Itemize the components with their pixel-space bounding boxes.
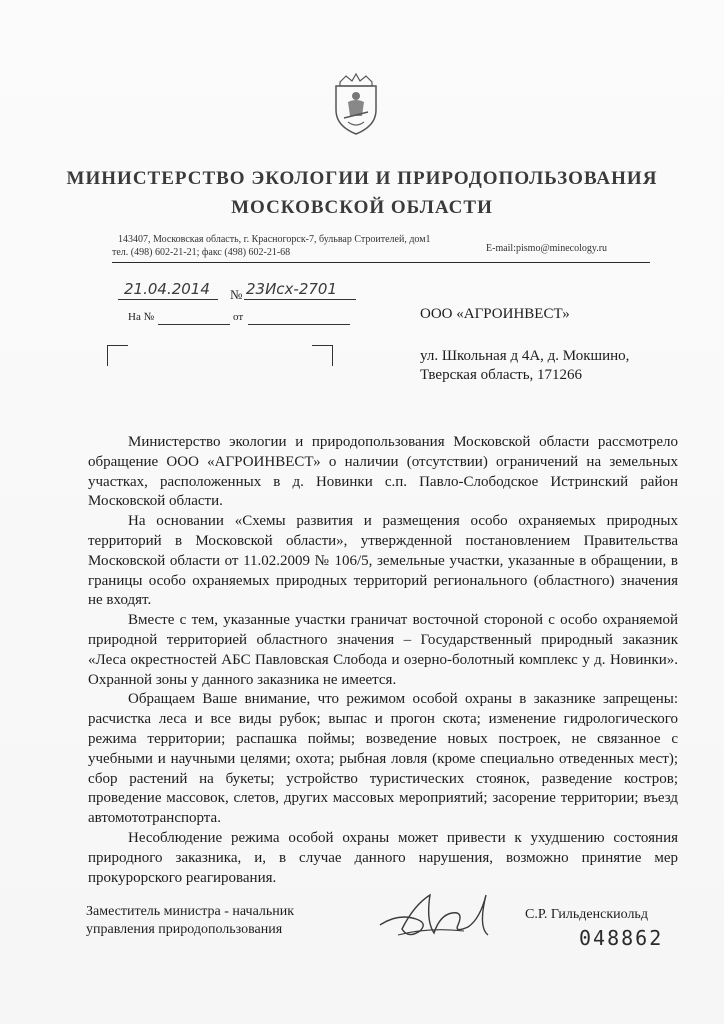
outgoing-number-label: №: [230, 287, 243, 302]
ministry-address: 143407, Московская область, г. Красногорск-7, бульвар Строителей, дом1: [118, 234, 431, 245]
recipient-address-line2: Тверская область, 171266: [420, 367, 583, 383]
signatory-name: С.Р. Гильденскиольд: [525, 907, 648, 922]
document-serial-number: 048862: [579, 926, 664, 950]
ministry-phone-fax: тел. (498) 602-21-21; факс (498) 602-21-68: [112, 247, 291, 258]
recipient-address-line1: ул. Школьная д 4А, д. Мокшино,: [420, 348, 630, 364]
address-field-corner-right: [312, 345, 333, 366]
outgoing-number: 23Исх-2701: [246, 280, 338, 298]
reference-from-label: от: [233, 311, 244, 323]
signatory-department: управления природопользования: [86, 922, 283, 937]
ministry-region: МОСКОВСКОЙ ОБЛАСТИ: [231, 197, 493, 218]
body-paragraph: Несоблюдение режима особой охраны может привести к ухудшению состояния природного заказника, и, в случае данного нарушения, возможно принятие мер прокурорского реагирования.: [88, 829, 678, 886]
number-underline: [244, 299, 356, 300]
header-divider: [112, 262, 650, 263]
letter-body: [88, 433, 678, 888]
coat-of-arms-icon: [330, 72, 382, 136]
reference-from-line: [248, 324, 350, 325]
date-underline: [118, 299, 218, 300]
reference-number-line: [158, 324, 230, 325]
handwritten-signature: [368, 875, 508, 955]
body-paragraph: На основании «Схемы развития и размещения особо охраняемых природных территорий в Московской области», утвержденной постановлением Правительства Московской области от 11.02.2009 № 106/5, земельные участки, указанные в обращении, в границы особо охраняемых природных территорий регионального (областного) значения не входят.: [88, 513, 678, 609]
signatory-position: Заместитель министра - начальник: [86, 904, 295, 919]
outgoing-date: 21.04.2014: [124, 280, 210, 298]
recipient-name: ООО «АГРОИНВЕСТ»: [420, 306, 570, 322]
ministry-email: E-mail:pismo@mineсology.ru: [486, 243, 608, 254]
body-paragraph: Вместе с тем, указанные участки граничат восточной стороной с особо охраняемой природной территорией областного значения – Государственный природный заказник «Леса окрестностей АБС Павловская Слобода и озерно-болотный комплекс у д. Новинки». Охранной зоны у данного заказника не имеется.: [88, 612, 678, 688]
body-paragraph: Министерство экологии и природопользования Московской области рассмотрело обращение ООО «АГРОИНВЕСТ» о наличии (отсутствии) ограничений на земельных участках, расположенных в д. Новинки с.п. Павло-Слободское Истринский район Московской области.: [88, 434, 678, 510]
reference-number-label: На №: [128, 311, 155, 323]
ministry-title: МИНИСТЕРСТВО ЭКОЛОГИИ И ПРИРОДОПОЛЬЗОВАНИЯ: [66, 168, 658, 189]
body-paragraph: Обращаем Ваше внимание, что режимом особой охраны в заказнике запрещены: расчистка леса и все виды рубок; выпас и прогон скота; изменение гидрологического режима территории; распашка поймы; возведение новых построек, не связанное с учебными и научными целями; охота; рыбная ловля (кроме специально отведенных мест); сбор растений на букеты; устройство туристических стоянок, разведение костров; проведение массовок, слетов, других массовых мероприятий; засорение территории; въезд автомототранспорта.: [88, 691, 678, 827]
address-field-corner-left: [107, 345, 128, 366]
